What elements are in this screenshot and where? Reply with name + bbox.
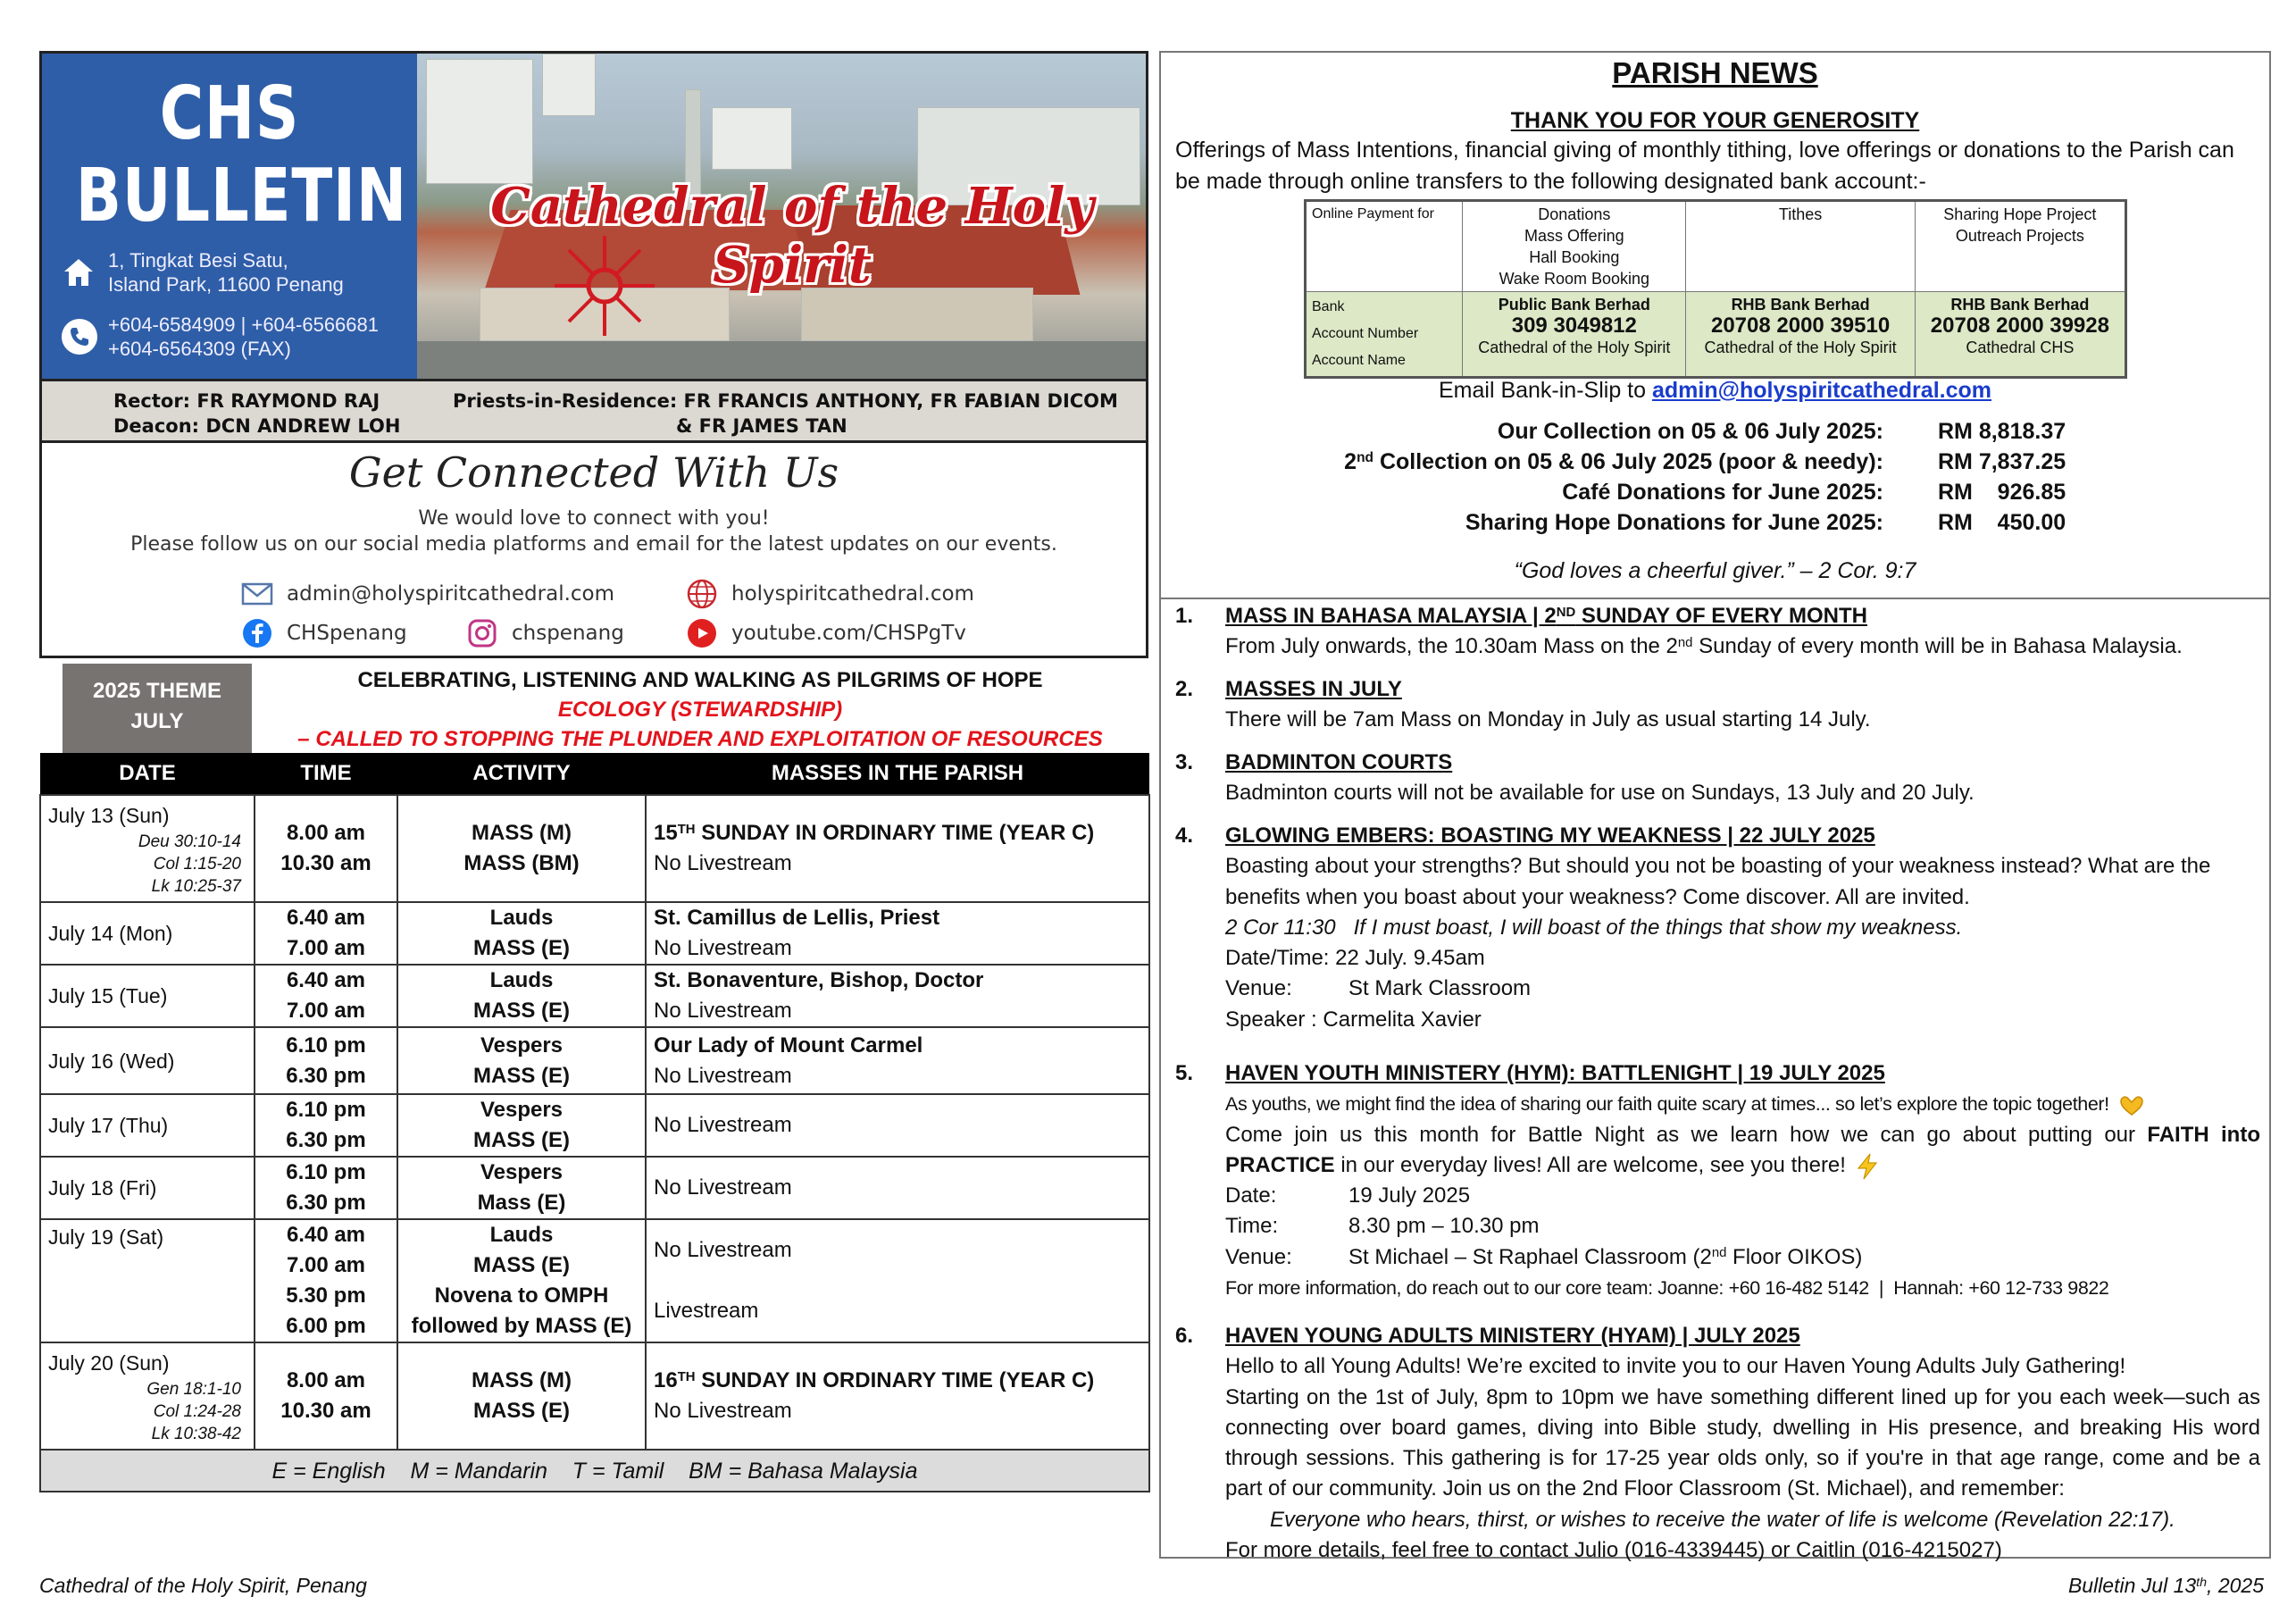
phone-icon — [62, 319, 97, 355]
parish-news-title: PARISH NEWS — [1612, 56, 1818, 89]
table-header-row — [40, 753, 1149, 795]
email-link[interactable]: admin@holyspiritcathedral.com — [1651, 378, 1991, 403]
theme-badge: 2025 THEME JULY — [63, 664, 252, 753]
address-row: 1, Tingkat Besi Satu, Island Park, 11600 Penang — [62, 248, 344, 297]
header-date: DATE — [40, 753, 255, 795]
news-item-1: 1. MASS IN BAHASA MALAYSIA | 2ND SUNDAY OF EVERY MONTH From July onwards, the 10.30am Mass on the 2nd Sunday of every month will be in Bahasa Malaysia. — [1175, 604, 2183, 659]
instagram-icon — [465, 616, 499, 650]
bulletin-title: CHS BULLETIN — [75, 71, 408, 238]
theme-row — [39, 664, 1148, 753]
header-activity: ACTIVITY — [397, 753, 646, 795]
left-column — [39, 51, 1148, 1492]
youtube-link[interactable]: youtube.com/CHSPgTv — [685, 616, 966, 650]
footer-left: Cathedral of the Holy Spirit, Penang — [39, 1574, 367, 1597]
bulletin-header — [39, 51, 1148, 658]
youtube-icon — [685, 616, 719, 650]
home-icon — [62, 255, 96, 289]
table-row: July 13 (Sun) Deu 30:10-14 Col 1:15-20 Lk 10:25-37 8.00 am 10.30 am MASS (M) MASS (BM) 15TH SUNDAY IN ORDINARY TIME (YEAR C) No Livestream — [40, 795, 1149, 902]
connect-title: Get Connected With Us — [348, 448, 839, 497]
table-row: July 19 (Sat) 6.40 am 7.00 am 5.30 pm 6.00 pm Lauds MASS (E) Novena to OMPH followed by MASS (E) No Livestream Livestream — [40, 1219, 1149, 1342]
facebook-icon — [240, 616, 274, 650]
mass-schedule-table — [39, 753, 1150, 1492]
instagram-link[interactable]: chspenang — [465, 616, 624, 650]
phone-row: +604-6584909 | +604-6566681 +604-6564309 (FAX) — [62, 313, 379, 361]
facebook-link[interactable]: CHSpenang — [240, 616, 407, 650]
connect-section: Get Connected With Us We would love to connect with you! Please follow us on our social media platforms and email for the latest updates on our events. admin@holyspiritcathedral.com holyspiritcathedral.com CHSpenang chspenang youtube.com/CHSPgTv — [42, 443, 1146, 656]
clergy-bar: Rector: FR RAYMOND RAJ Deacon: DCN ANDREW LOH Priests-in-Residence: FR FRANCIS ANTHONY, FR FABIAN DICOM & FR JAMES TAN — [42, 379, 1146, 443]
cathedral-name: Cathedral of the Holy Spirit — [490, 177, 1094, 295]
rector: Rector: FR RAYMOND RAJ — [113, 390, 380, 412]
theme-text: CELEBRATING, LISTENING AND WALKING AS PILGRIMS OF HOPE ECOLOGY (STEWARDSHIP) – CALLED TO STOPPING THE PLUNDER AND EXPLOITATION OF RESOURCES — [297, 668, 1103, 751]
news-item-2: 2. MASSES IN JULY There will be 7am Mass on Monday in July as usual starting 14 July. — [1175, 677, 1871, 732]
collections — [1161, 419, 2269, 540]
table-row: Bank Account Number Account Name Public Bank Berhad 309 3049812 Cathedral of the Holy Spirit RHB Bank Berhad 20708 2000 39510 Cathedral of the Holy Spirit RHB Bank Berhad 20708 2000 39928 Cathedral CHS — [1306, 292, 2126, 378]
table-row: Online Payment for Donations Mass Offering Hall Booking Wake Room Booking Tithes Sharing Hope Project Outreach Projects — [1306, 201, 2126, 292]
banner-blue-panel — [42, 54, 417, 379]
bank-account-table — [1304, 199, 2127, 379]
scripture-quote: “God loves a cheerful giver.” – 2 Cor. 9:7 — [1514, 558, 1916, 583]
globe-icon — [685, 577, 719, 611]
deacon: Deacon: DCN ANDREW LOH — [113, 415, 401, 437]
collection-row: Our Collection on 05 & 06 July 2025: RM 8,818.37 — [1497, 419, 2066, 444]
header-time: TIME — [255, 753, 397, 795]
lightning-icon — [1856, 1153, 1879, 1180]
header-masses: MASSES IN THE PARISH — [646, 753, 1149, 795]
news-item-3: 3. BADMINTON COURTS Badminton courts will not be available for use on Sundays, 13 July and 20 July. — [1175, 750, 1975, 806]
collection-row: 2nd Collection on 05 & 06 July 2025 (poor & needy): RM 7,837.25 — [1344, 449, 2066, 474]
table-row: July 14 (Mon) 6.40 am 7.00 am Lauds MASS (E) St. Camillus de Lellis, Priest No Livestream — [40, 902, 1149, 965]
footer-right: Bulletin Jul 13th, 2025 — [2067, 1574, 2264, 1597]
email-icon — [240, 577, 274, 611]
table-row: July 18 (Fri) 6.10 pm 6.30 pm Vespers Mass (E) No Livestream — [40, 1157, 1149, 1219]
priests-in-residence: Priests-in-Residence: FR FRANCIS ANTHONY, FR FABIAN DICOM — [453, 390, 1118, 412]
legend-row: E = English M = Mandarin T = Tamil BM = Bahasa Malaysia — [40, 1450, 1149, 1492]
email-bank-slip: Email Bank-in-Slip to admin@holyspiritcathedral.com — [1438, 378, 1991, 403]
website-link[interactable]: holyspiritcathedral.com — [685, 577, 974, 611]
heart-hands-icon — [2119, 1095, 2144, 1116]
collection-row: Sharing Hope Donations for June 2025: RM 450.00 — [1465, 510, 2066, 535]
collection-row: Café Donations for June 2025: RM 926.85 — [1562, 480, 2066, 505]
table-row: July 16 (Wed) 6.10 pm 6.30 pm Vespers MASS (E) Our Lady of Mount Carmel No Livestream — [40, 1027, 1149, 1094]
table-row: July 17 (Thu) 6.10 pm 6.30 pm Vespers MASS (E) No Livestream — [40, 1094, 1149, 1157]
email-link[interactable]: admin@holyspiritcathedral.com — [240, 577, 614, 611]
generosity-section — [1161, 53, 2269, 599]
table-row: July 20 (Sun) Gen 18:1-10 Col 1:24-28 Lk 10:38-42 8.00 am 10.30 am MASS (M) MASS (E) 16TH SUNDAY IN ORDINARY TIME (YEAR C) No Livestream — [40, 1342, 1149, 1450]
generosity-text: Offerings of Mass Intentions, financial giving of monthly tithing, love offerings or donations to the Parish can be made through online transfers to the following designated bank account:- — [1175, 138, 2234, 194]
news-item-6: 6. HAVEN YOUNG ADULTS MINISTERY (HYAM) | JULY 2025 Hello to all Young Adults! We’re excited to invite you to our Haven Young Adults July Gathering! Starting on the 1st of July, 8pm to 10pm we have something different lined up for you each week—such as connecting over board games, diving into Bible study, dwelling in His presence, and breaking His word through sessions. This gathering is for 17-25 year olds only, so if you're in that age range, come and be a part of our community. Join us on the 2nd Floor Classroom (St. Michael), and remember: Everyone who hears, thirst, or wishes to receive the water of life is welcome (Revelation 22:17). For more details, feel free to contact Julio (016-4339445) or Caitlin (016-4215027) — [1175, 1324, 2260, 1563]
generosity-title: THANK YOU FOR YOUR GENEROSITY — [1510, 108, 1920, 133]
table-row: July 15 (Tue) 6.40 am 7.00 am Lauds MASS (E) St. Bonaventure, Bishop, Doctor No Livestream — [40, 965, 1149, 1027]
banner — [42, 54, 1146, 379]
news-item-5: 5. HAVEN YOUTH MINISTERY (HYM): BATTLENIGHT | 19 JULY 2025 As youths, we might find the idea of sharing our faith quite scary at times... so let’s explore the topic together! Come join us this month for Battle Night as we learn how we can go about putting our FAITH into PRACTICE in our everyday lives! All are welcome, see you there! Date: 19 July 2025 Time: 8.30 pm – 10.30 pm Venue: St Michael – St Raphael Classroom (2nd Floor OIKOS) For more information, do reach out to our core team: Joanne: +60 16-482 5142 | Hannah: +60 12-733 9822 — [1175, 1061, 2260, 1300]
cathedral-photo — [417, 54, 1146, 379]
news-item-4: 4. GLOWING EMBERS: BOASTING MY WEAKNESS | 22 JULY 2025 Boasting about your strengths? But should you not be boasting of your weakness instead? What are the benefits when you boast about your weakness? Come discover. All are invited. 2 Cor 11:30 If I must boast, I will boast of the things that show my weakness. Date/Time: 22 July. 9.45am Venue: St Mark Classroom Speaker : Carmelita Xavier — [1175, 824, 2211, 1032]
parish-news-panel — [1159, 51, 2271, 1563]
